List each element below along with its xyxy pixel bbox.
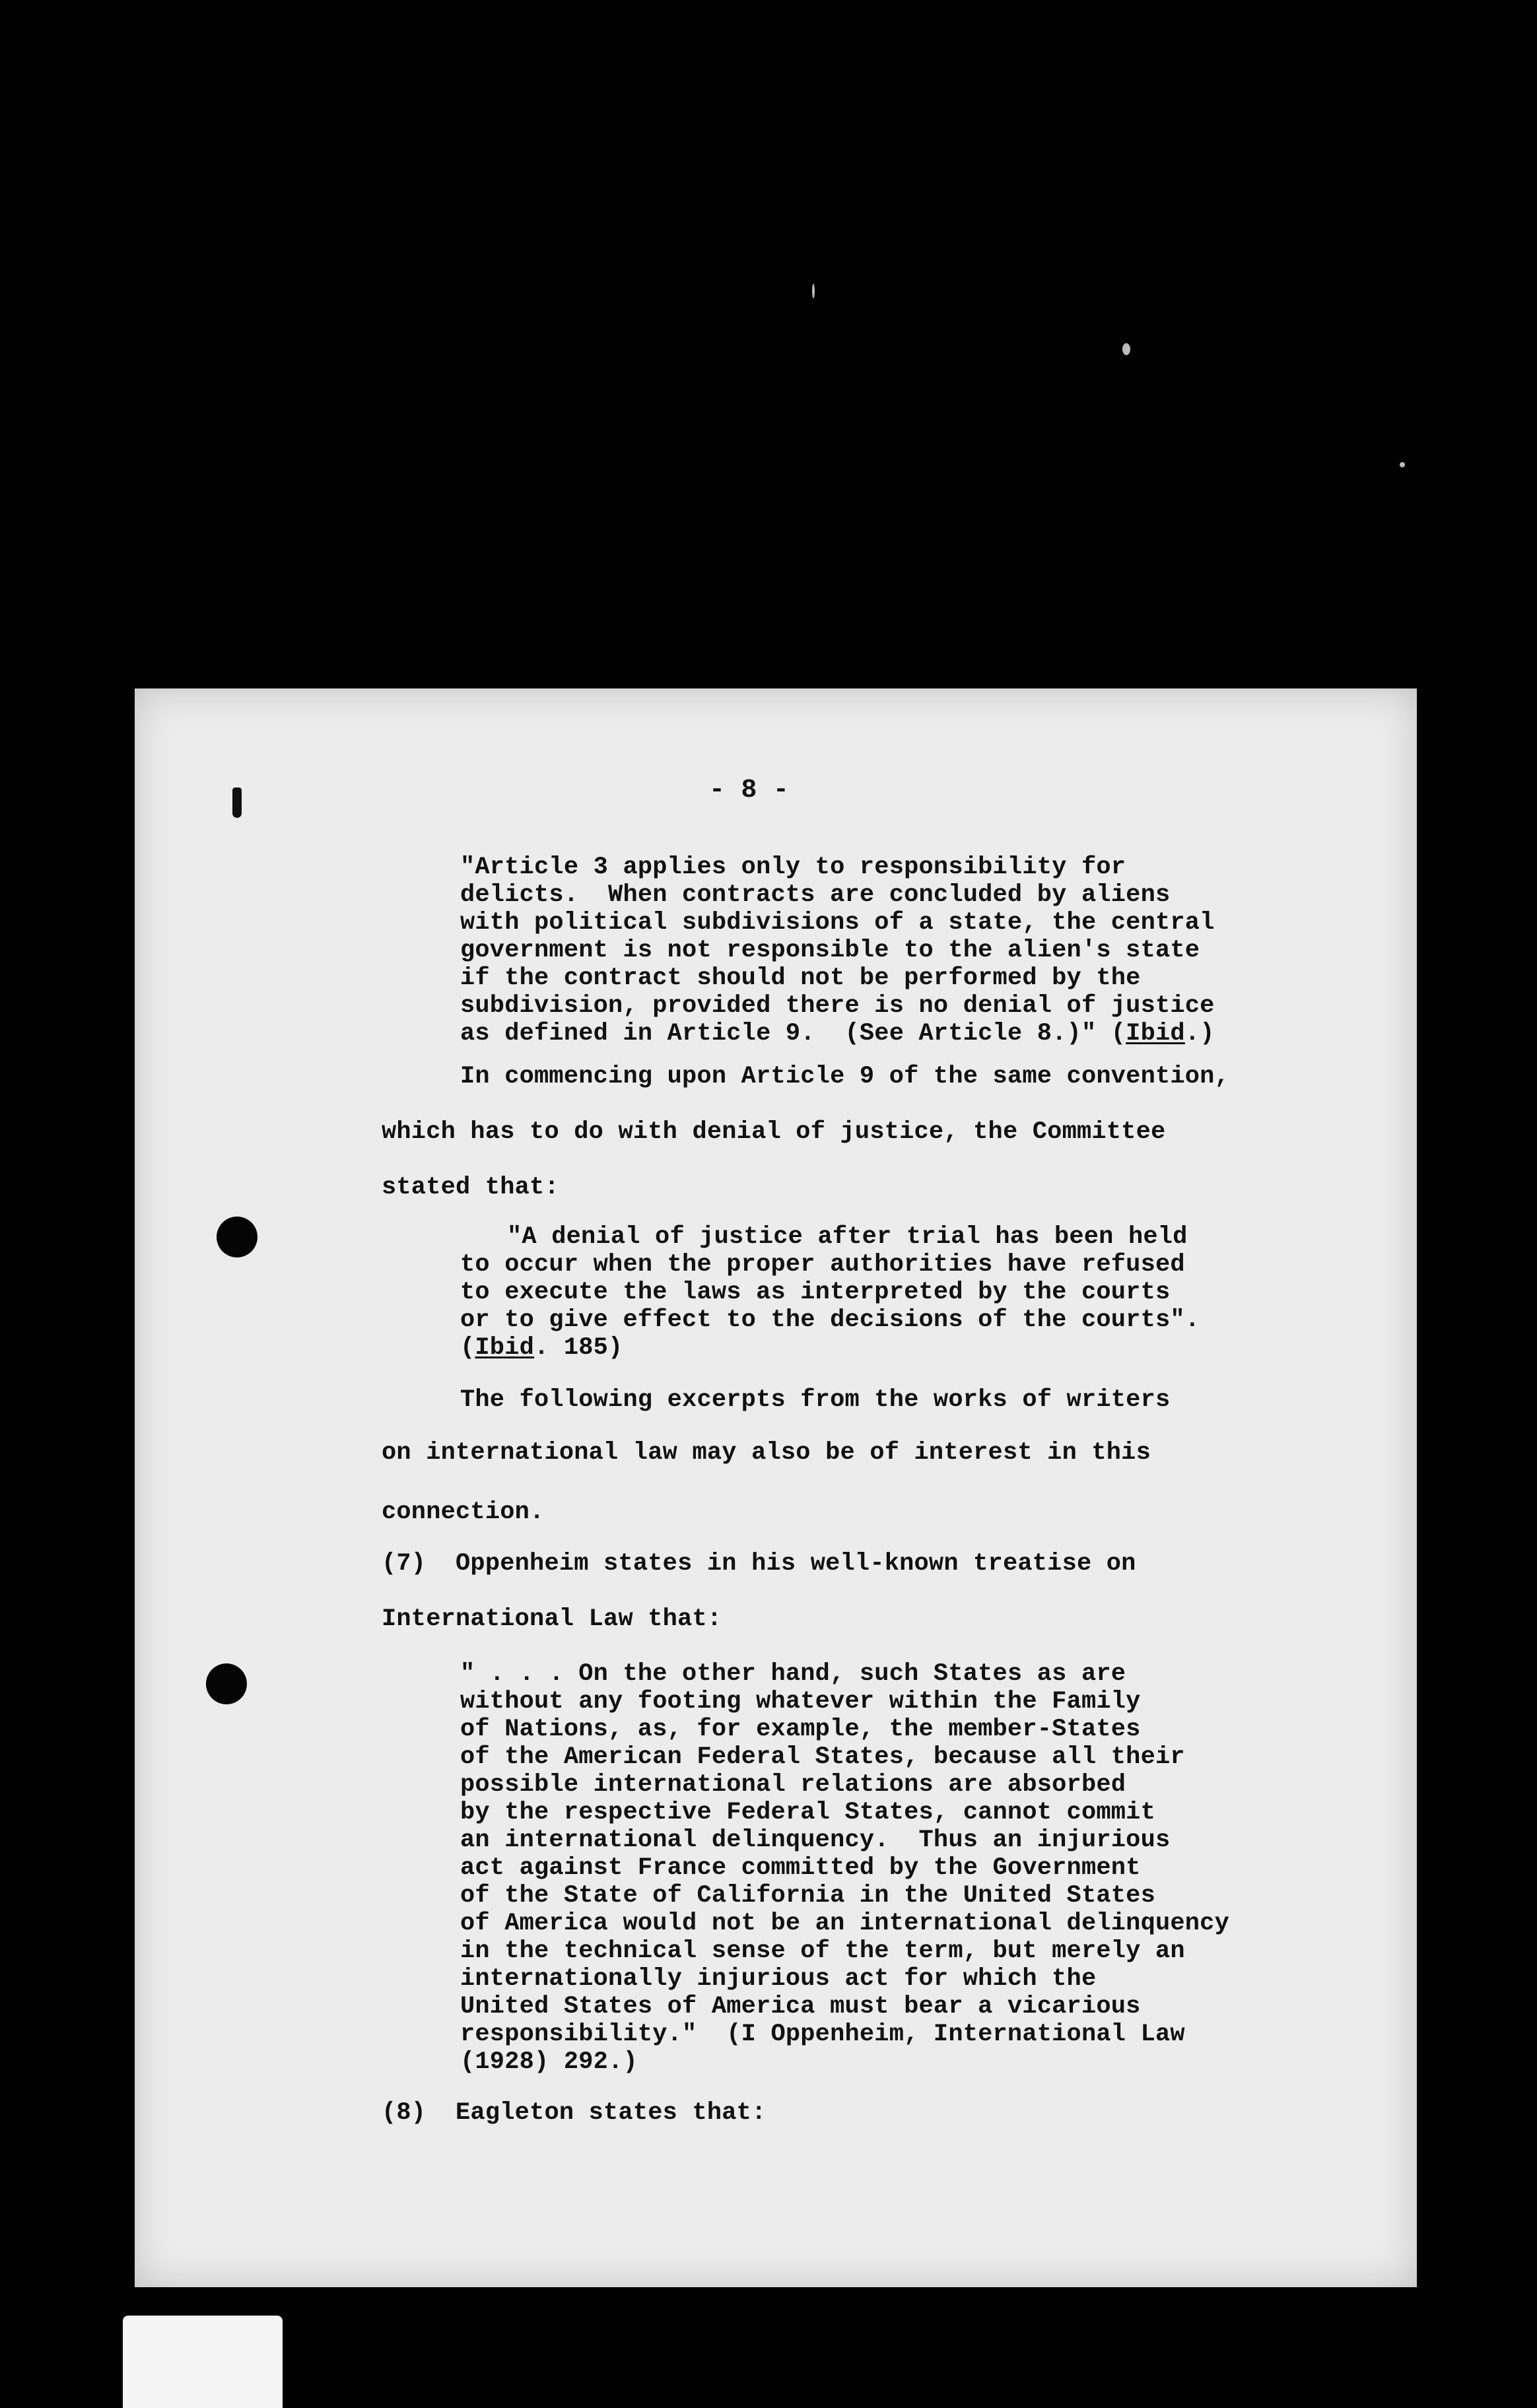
quote-line: of the American Federal States, because all their <box>460 1743 1185 1771</box>
quote-line: act against France committed by the Government <box>460 1854 1141 1882</box>
quote-line: internationally injurious act for which the <box>460 1965 1097 1993</box>
quote-line: "A denial of justice after trial has been held <box>507 1223 1188 1251</box>
quote-line: in the technical sense of the term, but merely an <box>460 1937 1185 1965</box>
citation-open: ( <box>460 1334 475 1362</box>
citation-ibid: Ibid <box>1126 1020 1185 1048</box>
citation-tail: .) <box>1184 1020 1215 1048</box>
page-number: - 8 - <box>709 776 790 805</box>
paragraph-line: International Law that: <box>382 1605 722 1633</box>
paragraph-line: (7) Oppenheim states in his well-known treatise on <box>382 1550 1136 1578</box>
quote-line: United States of America must bear a vicarious <box>460 1993 1141 2021</box>
punch-hole <box>217 1217 257 1257</box>
film-dust-speck <box>1400 462 1405 467</box>
film-dust-speck <box>812 284 815 298</box>
paragraph-line: The following excerpts from the works of writers <box>460 1386 1171 1414</box>
citation-ibid: Ibid <box>475 1334 535 1362</box>
paragraph-line: In commencing upon Article 9 of the same convention, <box>460 1063 1229 1090</box>
quote-line: to execute the laws as interpreted by the courts <box>460 1279 1171 1306</box>
film-leader-tab <box>123 2316 283 2408</box>
edge-mark <box>232 787 242 818</box>
quote-line-with-citation <box>460 1020 1215 1048</box>
quote-line: (1928) 292.) <box>460 2048 638 2076</box>
document-page <box>135 688 1417 2287</box>
quote-citation-line <box>460 1334 623 1362</box>
quote-line: if the contract should not be performed by the <box>460 964 1141 992</box>
quote-line: subdivision, provided there is no denial of justice <box>460 992 1215 1020</box>
quote-line: by the respective Federal States, cannot commit <box>460 1799 1155 1826</box>
quote-line: to occur when the proper authorities have refused <box>460 1251 1185 1279</box>
quote-line: delicts. When contracts are concluded by aliens <box>460 881 1171 909</box>
quote-line: possible international relations are absorbed <box>460 1771 1126 1799</box>
quote-line: " . . . On the other hand, such States as are <box>460 1660 1126 1688</box>
quote-line: as defined in Article 9. (See Article 8.)" ( <box>460 1020 1126 1048</box>
paragraph-line: on international law may also be of interest in this <box>382 1439 1151 1467</box>
paragraph-line: connection. <box>382 1498 545 1526</box>
citation-tail: . 185) <box>534 1334 623 1362</box>
paragraph-line: which has to do with denial of justice, the Committee <box>382 1118 1166 1146</box>
quote-line: of America would not be an international delinquency <box>460 1910 1229 1937</box>
quote-line: responsibility." (I Oppenheim, International Law <box>460 2021 1185 2048</box>
quote-line: "Article 3 applies only to responsibility for <box>460 853 1126 881</box>
quote-line: government is not responsible to the alien's state <box>460 937 1200 964</box>
paragraph-line: stated that: <box>382 1174 559 1201</box>
quote-line: without any footing whatever within the Family <box>460 1688 1141 1716</box>
quote-line: with political subdivisions of a state, the central <box>460 909 1215 937</box>
quote-line: of Nations, as, for example, the member-States <box>460 1716 1141 1743</box>
quote-line: of the State of California in the United States <box>460 1882 1155 1910</box>
paragraph-line: (8) Eagleton states that: <box>382 2099 767 2127</box>
quote-line: an international delinquency. Thus an injurious <box>460 1826 1171 1854</box>
punch-hole <box>206 1663 247 1704</box>
film-dust-speck <box>1122 343 1130 355</box>
quote-line: or to give effect to the decisions of the courts". <box>460 1306 1200 1334</box>
